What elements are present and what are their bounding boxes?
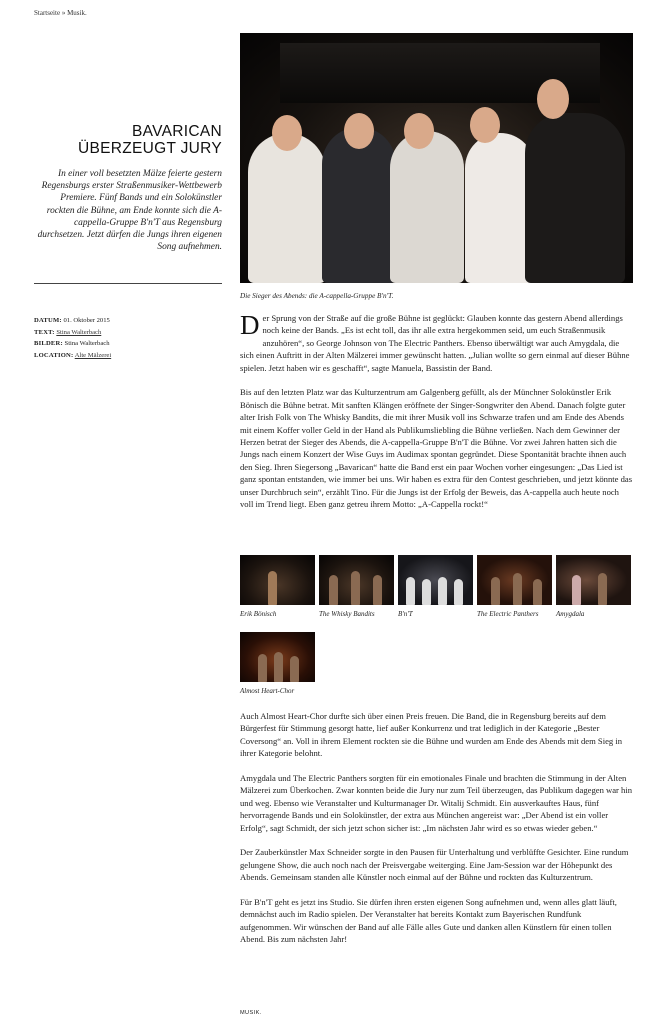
breadcrumb — [34, 9, 87, 17]
gallery-caption-3: B'n'T — [398, 610, 413, 618]
breadcrumb-current-link[interactable]: Musik. — [67, 9, 87, 17]
body-paragraph-6: Für B'n'T geht es jetzt ins Studio. Sie dürfen ihren ersten eigenen Song aufnehmen und, wenn alles glatt läuft, demnächst auch im Radio spielen. Der Veranstalter hat bereits Kontakt zum Bayerischen Rundfunk aufgenommen. Wir wünschen der Band auf alle Fälle alles Gute und danken allen Künstlern für einen tollen Abend. Bis zum nächsten Jahr! — [240, 897, 617, 945]
article-title — [34, 123, 222, 157]
gallery-thumb-4-figure-b — [513, 573, 522, 605]
gallery-caption-2: The Whisky Bandits — [319, 610, 375, 618]
hero-person-5-head — [537, 79, 569, 119]
gallery-thumb-4-figure-c — [533, 579, 542, 605]
drop-cap: D — [240, 310, 260, 340]
hero-caption: Die Sieger des Abends: die A-cappella-Gruppe B'n'T. — [240, 292, 394, 300]
meta-text-label: TEXT: — [34, 328, 55, 336]
meta-location — [34, 350, 222, 362]
meta-text — [34, 327, 222, 339]
hero-person-3 — [390, 131, 464, 283]
hero-person-1-head — [272, 115, 302, 151]
hero-person-1 — [248, 133, 326, 283]
gallery-thumb-4[interactable] — [477, 555, 552, 605]
gallery-caption-6: Almost Heart-Chor — [240, 687, 295, 695]
hero-person-2 — [322, 127, 396, 283]
meta-date-label: DATUM: — [34, 317, 62, 324]
gallery-caption-4: The Electric Panthers — [477, 610, 539, 618]
meta-images — [34, 338, 222, 350]
gallery-thumb-2-figure-b — [351, 571, 360, 605]
hero-person-2-head — [344, 113, 374, 149]
article-lead: In einer voll besetzten Mälze feierte gestern Regensburgs erster Straßenmusiker-Wettbewerb Premiere. Fünf Bands und ein Solokünstler rockten die Bühne, am Ende konnte sich die A-cappella-Gruppe B'n'T aus Regensburg durchsetzen. Jetzt dürfen die Jungs ihren eigenen Song aufnehmen. — [37, 169, 222, 253]
body-paragraph-3: Auch Almost Heart-Chor durfte sich über einen Preis freuen. Die Band, die in Regensburg bereits auf dem Bürgerfest für Stimmung gesorgt hatte, lief außer Konkurrenz und trat lediglich in der Kategorie „Bester Coversong“ an. Voll in ihrem Element rockten sie die Bühne und wurden am Ende des Abends mit dem Sieg in ihrer Kategorie belohnt. — [240, 711, 623, 759]
gallery-caption-5: Amygdala — [556, 610, 585, 618]
gallery-thumb-3-figure-c — [438, 577, 447, 605]
gallery-thumb-3-figure-a — [406, 577, 415, 605]
gallery-thumb-6-figure-b — [274, 652, 283, 682]
footer-category-link[interactable]: MUSIK. — [240, 1010, 262, 1016]
meta-date-value: 01. Oktober 2015 — [63, 317, 110, 324]
meta-location-link[interactable]: Alte Mälzerei — [74, 351, 112, 359]
meta-images-value: Stina Walterbach — [64, 340, 110, 348]
gallery-thumb-4-figure-a — [491, 577, 500, 605]
article-title-line-1: BAVARICAN — [132, 123, 222, 140]
gallery-thumb-3[interactable] — [398, 555, 473, 605]
body-paragraph-1-text: er Sprung von der Straße auf die große Bühne ist geglückt: Glauben konnte das gestern Abend allerdings noch keine der Bands. „Es ist echt toll, das ihr alle extra hergekommen seid, um euch Straßenmusik anzuhören“, so George Johnson von The Electric Panthers. Ebenso überwältigt war auch Amygdala, die sich einen Auftritt in der Alten Mälzerei immer gewünscht hatten. „Julian wollte so gern einmal auf dieser Bühne spielen. Jetzt haben wir es geschafft“, sagte Manuela, Bassistin der Band. — [240, 313, 630, 373]
meta-text-author-link[interactable]: Stina Walterbach — [56, 328, 102, 336]
article-meta — [34, 315, 222, 361]
gallery-thumb-2-figure-c — [373, 575, 382, 605]
body-paragraph-2: Bis auf den letzten Platz war das Kulturzentrum am Galgenberg gefüllt, als der Münchner Solokünstler Erik Bönisch die Bühne betrat. Mit sanften Klängen eröffnete der Singer-Songwriter den Abend. Danach folgte guter alter Irish Folk von The Whisky Bandits, die mit ihrer Musik voll ins Schwarze trafen und am Ende des Abends mit einem Koffer voller Geld in der Hand als Publikumsliebling die Bühne verließen. Nach dem Gewinner der Herzen betrat der Sieger des Abends, die A-cappella-Gruppe B'n'T die Bühne. Vor zwei Jahren hatten sich die Jungs nach einem Konzert der Wise Guys im Audimax spontan gegründet. Diese Spontanität brachte ihnen auch den Sieg. Ihren Siegersong „Bavarican“ hatte die Band erst ein paar Wochen vorher eingesungen: „Das Lied ist ganz spontan entstanden, wie immer bei uns. Wir haben es extra für den Contest geschrieben, und jetzt könnte das unser Durchbruch sein“, erzählt Tino. Für die Jungs ist der Erfolg der Beweis, das A-cappella auch heute noch voll im Trend liegt. Eben ganz getreu ihrem Motto: „A-Cappella rockt!“ — [240, 387, 633, 510]
gallery-thumb-6-figure-a — [258, 654, 267, 682]
article-body-bottom — [240, 710, 634, 958]
breadcrumb-separator: » — [61, 9, 66, 17]
hero-person-3-head — [404, 113, 434, 149]
body-paragraph-5: Der Zauberkünstler Max Schneider sorgte in den Pausen für Unterhaltung und verblüffte Gesichter. Eine rundum gelungene Show, die auch noch nach der Preisvergabe weiterging. Eine Jam-Session war der Höhepunkt des Abends. Gemeinsam standen alle Künstler noch einmal auf der Bühne und rockten das Kulturzentrum. — [240, 847, 629, 883]
gallery-caption-1: Erik Bönisch — [240, 610, 277, 618]
body-paragraph-1 — [240, 312, 634, 374]
gallery-thumb-2[interactable] — [319, 555, 394, 605]
hero-photo[interactable] — [240, 33, 633, 283]
article-body-top — [240, 312, 634, 523]
breadcrumb-home-link[interactable]: Startseite — [34, 9, 61, 17]
meta-date — [34, 315, 222, 327]
sidebar-divider — [34, 283, 222, 284]
gallery-thumb-3-figure-d — [454, 579, 463, 605]
hero-person-5 — [525, 113, 625, 283]
body-paragraph-4: Amygdala und The Electric Panthers sorgten für ein emotionales Finale und brachten die Stimmung in der Alten Mälzerei zum Überkochen. Zwar konnten beide die Jury nur zum Teil überzeugen, das Publikum dagegen war hin und weg. Ebenso wie Veranstalter und Kulturmanager Dr. Witalij Schmidt. Ein ausverkauftes Haus, fünf hervorragende Bands und ein Solokünstler, der extra aus München angereist war: „Der Abend ist ein voller Erfolg“, sagt Schmidt, der sich jetzt schon sicher ist: „Im nächsten Jahr wird es so etwas wieder geben.“ — [240, 773, 633, 833]
meta-location-label: LOCATION: — [34, 351, 74, 359]
gallery-thumb-1[interactable] — [240, 555, 315, 605]
gallery-thumb-6-figure-c — [290, 656, 299, 682]
gallery-thumb-1-figure — [268, 571, 277, 605]
gallery-thumb-5[interactable] — [556, 555, 631, 605]
gallery-thumb-6[interactable] — [240, 632, 315, 682]
gallery-thumb-3-figure-b — [422, 579, 431, 605]
hero-person-4-head — [470, 107, 500, 143]
gallery-thumb-5-figure-b — [598, 573, 607, 605]
article-title-line-2: ÜBERZEUGT JURY — [77, 140, 222, 157]
meta-images-label: BILDER: — [34, 340, 63, 348]
gallery-thumb-5-figure-a — [572, 575, 581, 605]
gallery-thumb-2-figure-a — [329, 575, 338, 605]
